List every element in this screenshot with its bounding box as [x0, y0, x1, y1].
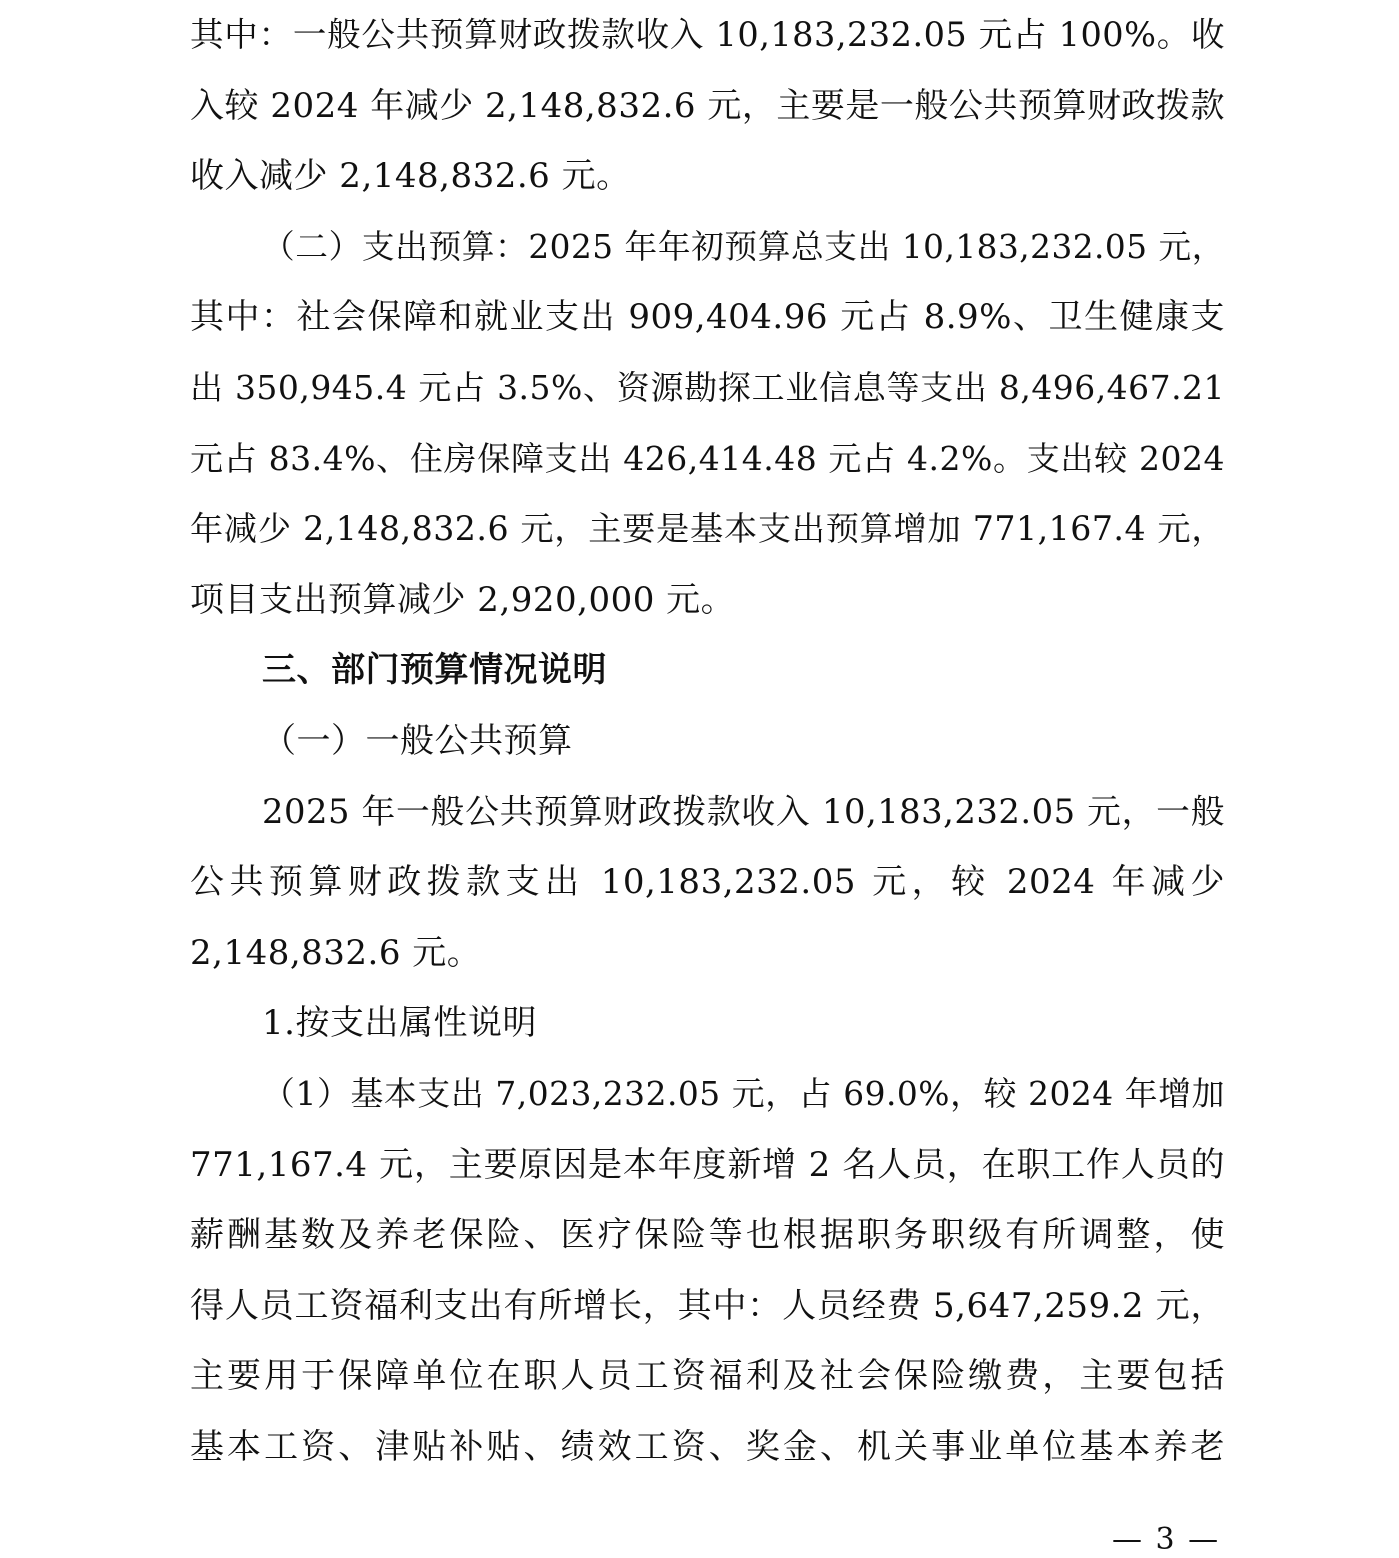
text-line: 公共预算财政拨款支出 10,183,232.05 元，较 2024 年减少	[190, 862, 1225, 903]
text-line: （二）支出预算：2025 年年初预算总支出 10,183,232.05 元，	[262, 227, 1225, 266]
text-line: （1）基本支出 7,023,232.05 元，占 69.0%，较 2024 年增加	[262, 1074, 1225, 1113]
body-text	[190, 0, 1225, 1482]
text-line: 元占 83.4%、住房保障支出 426,414.48 元占 4.2%。支出较 2024	[190, 438, 1225, 478]
text-line: 主要用于保障单位在职人员工资福利及社会保险缴费，主要包括	[190, 1356, 1225, 1397]
text-line: 2025 年一般公共预算财政拨款收入 10,183,232.05 元，一般	[262, 791, 1225, 831]
text-line: 1.按支出属性说明	[262, 1003, 537, 1044]
text-line: 入较 2024 年减少 2,148,832.6 元，主要是一般公共预算财政拨款	[190, 85, 1225, 126]
text-line: 薪酬基数及养老保险、医疗保险等也根据职务职级有所调整，使	[190, 1215, 1225, 1256]
text-line: 其中：一般公共预算财政拨款收入 10,183,232.05 元占 100%。收	[190, 15, 1225, 54]
text-line: 2,148,832.6 元。	[190, 932, 482, 973]
text-line: 收入减少 2,148,832.6 元。	[190, 156, 631, 197]
text-line: （一）一般公共预算	[262, 720, 573, 761]
text-line: 得人员工资福利支出有所增长，其中：人员经费 5,647,259.2 元，	[190, 1285, 1225, 1326]
text-line: 771,167.4 元，主要原因是本年度新增 2 名人员，在职工作人员的	[190, 1144, 1225, 1185]
text-line: 其中：社会保障和就业支出 909,404.96 元占 8.9%、卫生健康支	[190, 297, 1225, 338]
text-line: 出 350,945.4 元占 3.5%、资源勘探工业信息等支出 8,496,467.21	[190, 367, 1225, 407]
text-line: 基本工资、津贴补贴、绩效工资、奖金、机关事业单位基本养老	[190, 1426, 1225, 1467]
section-heading: 三、部门预算情况说明	[262, 650, 607, 691]
text-line: 年减少 2,148,832.6 元，主要是基本支出预算增加 771,167.4 元，	[190, 509, 1225, 549]
page-number: — 3 —	[1112, 1522, 1221, 1557]
text-line: 项目支出预算减少 2,920,000 元。	[190, 579, 736, 620]
